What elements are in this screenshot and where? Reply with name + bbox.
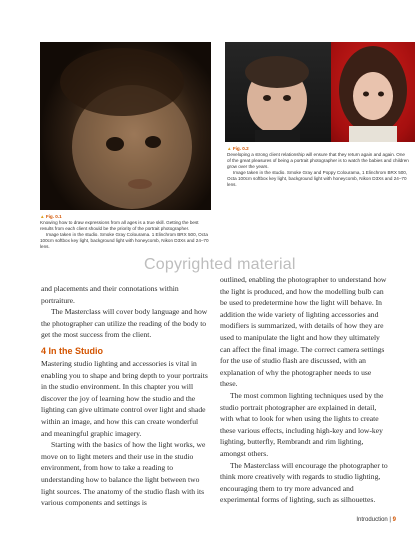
caption-fig-0-1 [40,214,212,250]
toddler-face-illustration [40,42,211,210]
triangle-icon: ▲ [40,214,46,219]
paragraph: Mastering studio lighting and accessories is vital in enabling you to shape and bring depth to your portraits in the studio environment. In this chapter you will discover the joy of learning how the studio and the lighting can give ultimate control over light and shade within an image, and how this can create wonderful and meaningful graphic imagery. [41,358,208,438]
figure-number: Fig. 0.1 [45,214,62,219]
paragraph: The Masterclass will encourage the photographer to think more creatively with regards to studio lighting, encouraging them to try more advanced and experimental forms of lighting, such as silhouettes. [220,460,388,505]
baby-face-illustration [225,42,331,142]
caption-fig-0-2 [227,146,410,188]
right-text-column [220,274,390,506]
caption-credits: Image taken in the studio. Smoke Gray Colourama. 1 Elinchrom BRX 500, Octa 100cm softbox key light, background light with honeycomb, Nikon D3Xs and 24–70 lens. [40,232,209,249]
triangle-icon: ▲ [227,146,233,151]
page-number: 9 [392,517,396,523]
paragraph: and placements and their connotations within portraiture. [41,284,179,305]
footer-section: Introduction [356,517,388,523]
paragraph: The Masterclass will cover body language and how the photographer can utilize the reading of the body to get the most success from the client. [41,307,208,340]
paragraph: outlined, enabling the photographer to understand how the light is produced, and how the modelling bulb can be used to predetermine how the light will behave. In addition the wide variety of lighting accessories and modifiers is summarized, with details of how they are used to manipulate the light and how they ultimately can affect the final image. The correct camera settings for the use of studio flash are discussed, with an explanation of why the photographer needs to use these. [220,275,387,389]
caption-text: Knowing how to draw expressions from all ages is a true skill. Getting the best results from each client should be the priority of the portrait photographer. [40,220,199,231]
girl-face-illustration [331,42,415,142]
toddler-portrait-photo [40,42,211,210]
page-footer [356,517,396,523]
paragraph: Starting with the basics of how the light works, we move on to light meters and their use in the studio environment, from how to take a reading to understanding how to balance the light between two light sources. The anatomy of the studio flash with its various components and settings is [41,440,206,508]
left-text-column [41,283,209,509]
caption-credits: Image taken in the studio. Smoke Gray and Poppy Colourama, 1 Elinchrom BRX 500, Octa 100cm softbox key light, background light with honeycomb, Nikon D3Xs and 24–70 lens. [227,170,408,187]
copyright-watermark: Copyrighted material [144,256,296,273]
baby-portrait-photo [225,42,331,142]
section-heading: 4 In the Studio [41,345,103,356]
paragraph: The most common lighting techniques used by the studio portrait photographer are explained in detail, with what to look for when using the lights to create these various effects, including high-key and low-key lighting, butterfly, Rembrandt and rim lighting, amongst others. [220,390,384,458]
figure-number: Fig. 0.2 [232,146,249,151]
footer-separator: | [389,517,393,523]
girl-portrait-photo [331,42,415,142]
caption-text: Developing a strong client relationship will ensure that they return again and again. One of the great pleasures of being a portrait photographer is to watch the babies and children grow over the years. [227,152,409,169]
